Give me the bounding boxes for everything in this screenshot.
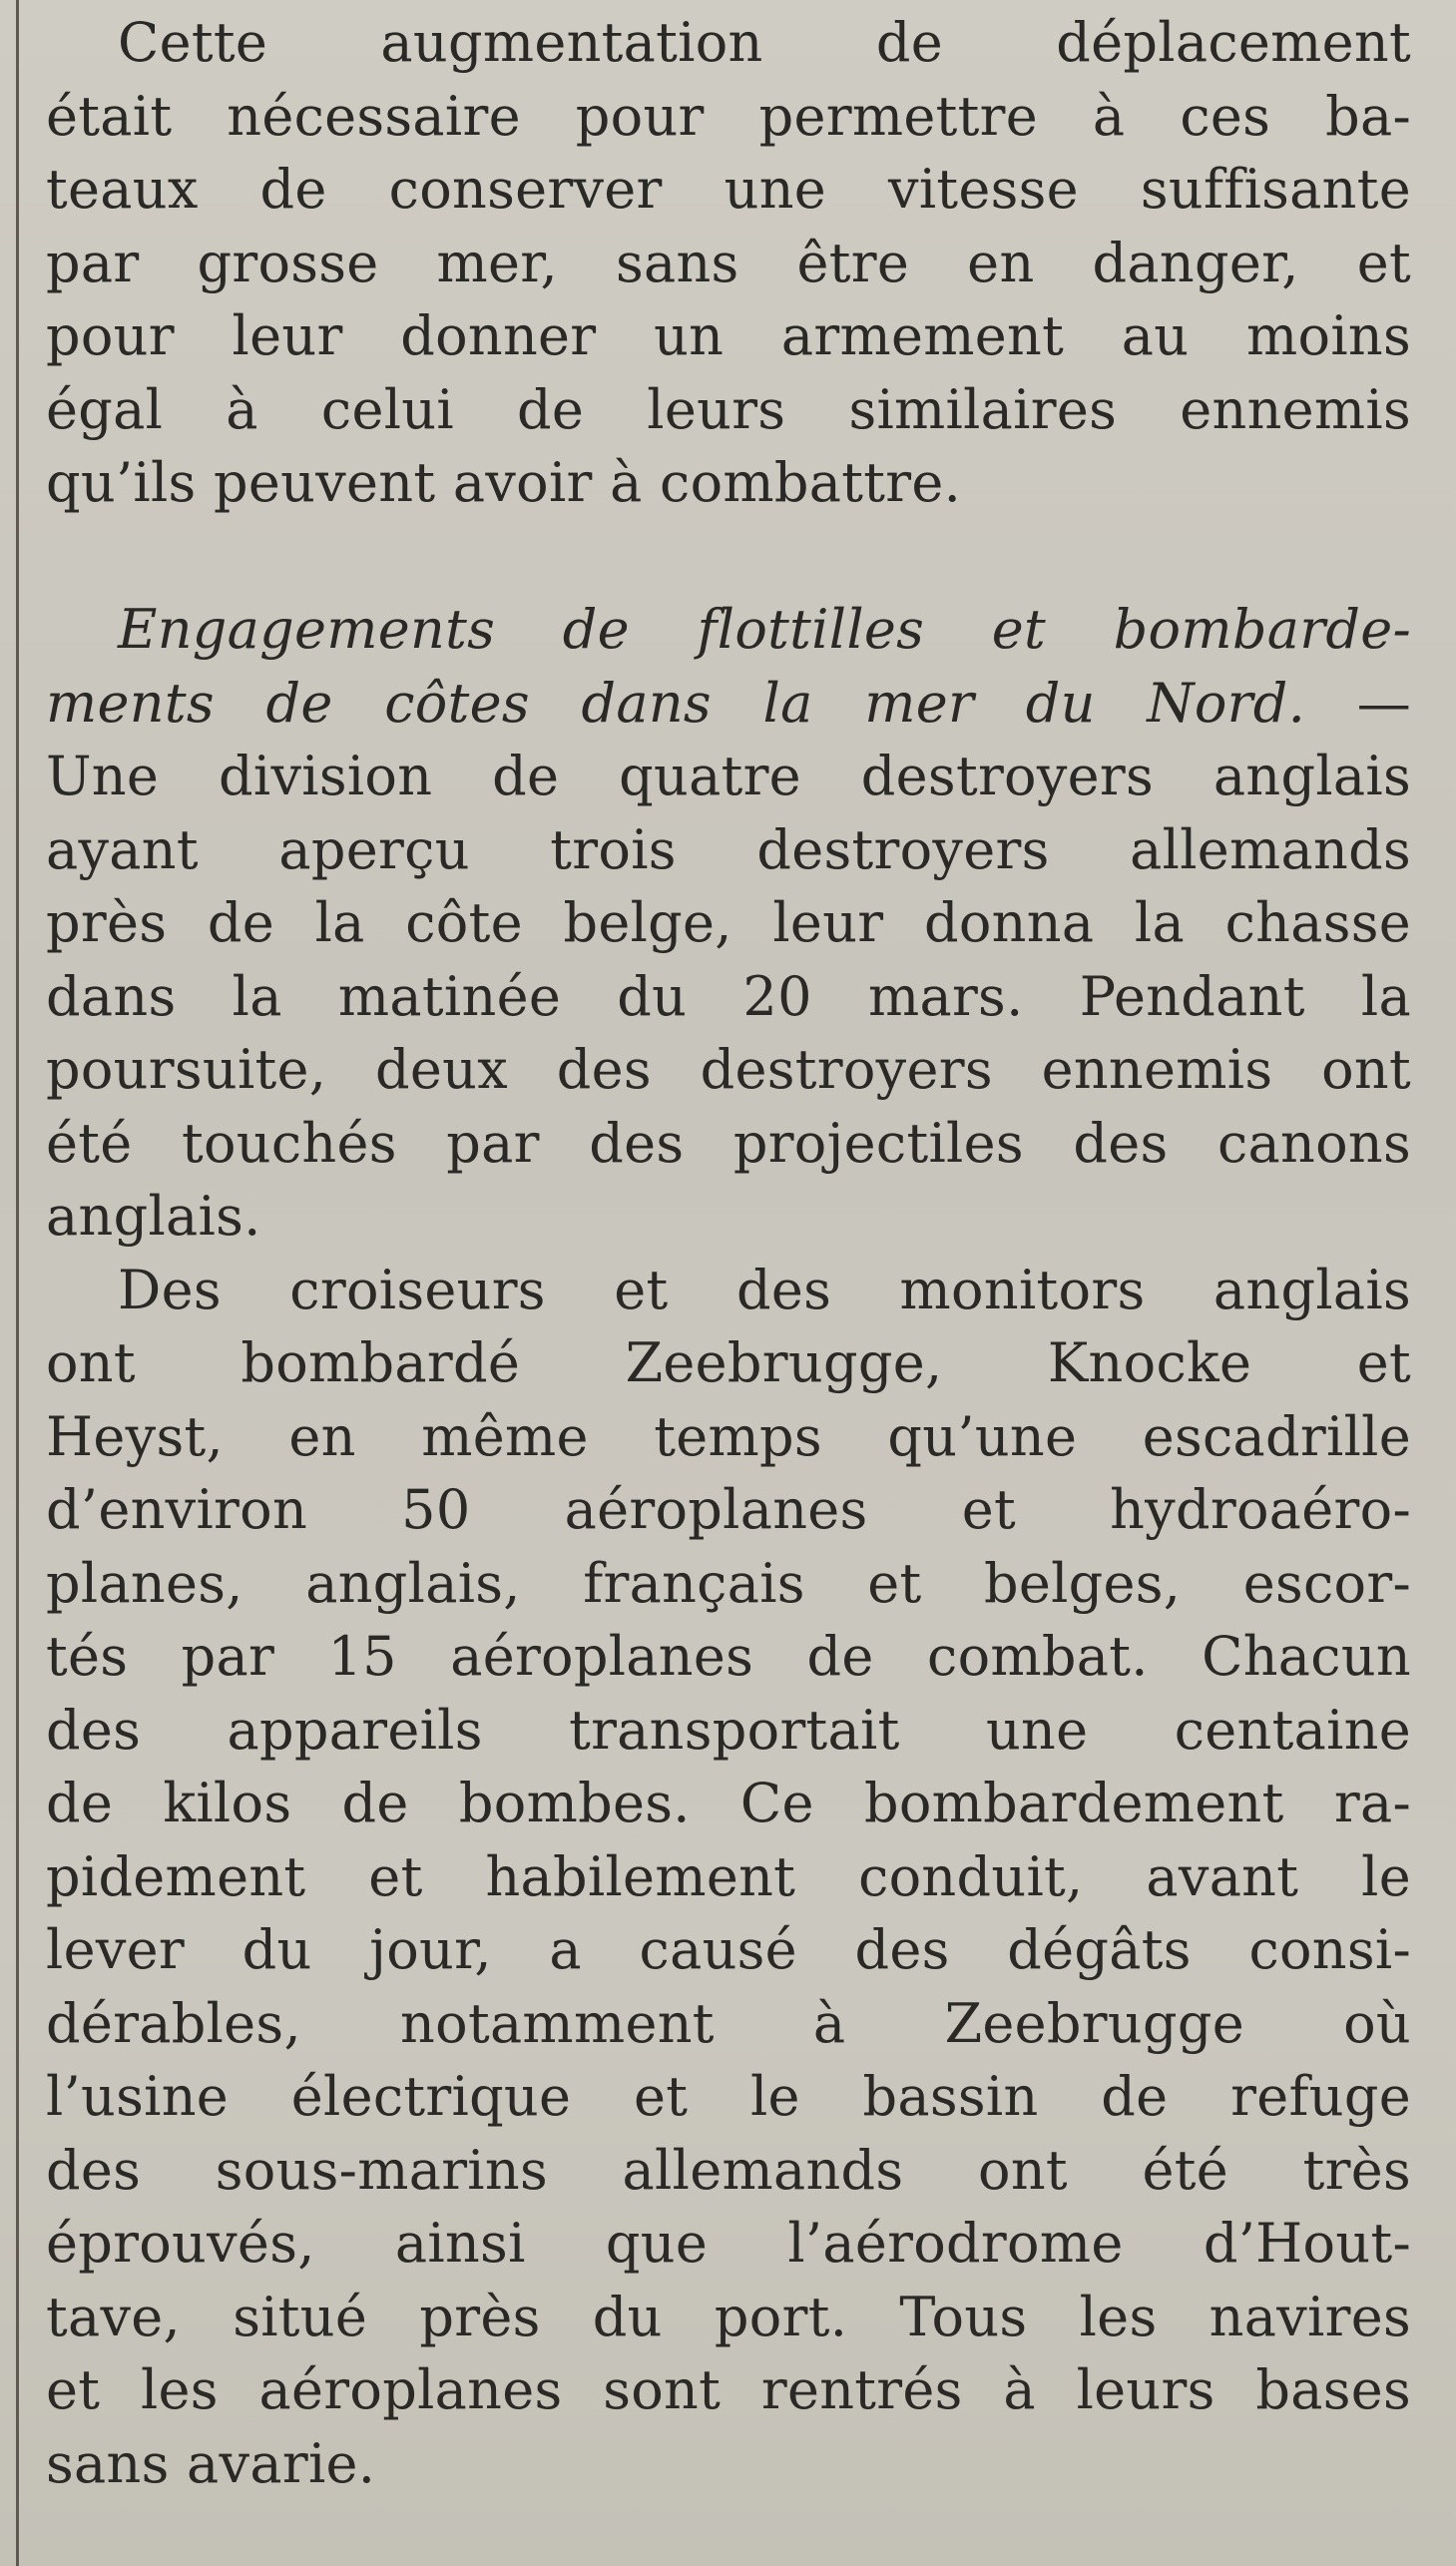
text-line: des sous-marins allemands ont été très xyxy=(46,2138,1411,2202)
text-line: près de la côte belge, leur donna la chasse xyxy=(46,891,1411,954)
text-line: poursuite, deux des destroyers ennemis ont xyxy=(46,1038,1411,1101)
text-line: tave, situé près du port. Tous les navires xyxy=(46,2285,1411,2348)
section-heading: ments de côtes dans la mer du Nord. xyxy=(46,671,1306,735)
column-rule xyxy=(16,0,19,2566)
text-line: d’environ 50 aéroplanes et hydroaéro- xyxy=(46,1478,1411,1541)
text-line: sans avarie. xyxy=(46,2431,376,2495)
text-line: dans la matinée du 20 mars. Pendant la xyxy=(46,964,1411,1028)
article-column xyxy=(46,6,1411,2500)
text-line: pour leur donner un armement au moins xyxy=(46,304,1411,367)
heading-dash: — xyxy=(1305,671,1411,735)
section-heading: Engagements de flottilles et bombarde- xyxy=(118,598,1411,661)
paragraph-bombardment xyxy=(46,1254,1411,2501)
paragraph-displacement xyxy=(46,6,1411,520)
text-line: anglais. xyxy=(46,1185,261,1248)
text-line: ont bombardé Zeebrugge, Knocke et xyxy=(46,1331,1411,1394)
text-line: égal à celui de leurs similaires ennemis xyxy=(46,377,1411,441)
text-line: par grosse mer, sans être en danger, et xyxy=(46,231,1411,294)
text-line: éprouvés, ainsi que l’aérodrome d’Hout- xyxy=(46,2212,1411,2275)
text-line: lever du jour, a causé des dégâts consi- xyxy=(46,1918,1411,1981)
text-line: teaux de conserver une vitesse suffisante xyxy=(46,158,1411,221)
text-line: qu’ils peuvent avoir à combattre. xyxy=(46,451,962,514)
text-line: dérables, notamment à Zeebrugge où xyxy=(46,1991,1411,2055)
text-line: Heyst, en même temps qu’une escadrille xyxy=(46,1404,1411,1468)
text-line: des appareils transportait une centaine xyxy=(46,1698,1411,1762)
text-line: planes, anglais, français et belges, escor- xyxy=(46,1551,1411,1615)
text-line: Cette augmentation de déplacement xyxy=(118,11,1411,74)
paragraph-flotillas xyxy=(46,593,1411,1254)
text-line: ayant aperçu trois destroyers allemands xyxy=(46,817,1411,881)
text-line: de kilos de bombes. Ce bombardement ra- xyxy=(46,1772,1411,1834)
text-line: Des croiseurs et des monitors anglais xyxy=(118,1258,1411,1321)
text-line: était nécessaire pour permettre à ces ba- xyxy=(46,84,1411,148)
text-line: et les aéroplanes sont rentrés à leurs bases xyxy=(46,2358,1411,2421)
text-line: Une division de quatre destroyers anglais xyxy=(46,745,1411,807)
section-heading-line xyxy=(46,667,1411,741)
text-line: été touchés par des projectiles des canons xyxy=(46,1111,1411,1175)
text-line: l’usine électrique et le bassin de refuge xyxy=(46,2065,1411,2128)
text-line: tés par 15 aéroplanes de combat. Chacun xyxy=(46,1625,1411,1688)
text-line: pidement et habilement conduit, avant le xyxy=(46,1844,1411,1908)
